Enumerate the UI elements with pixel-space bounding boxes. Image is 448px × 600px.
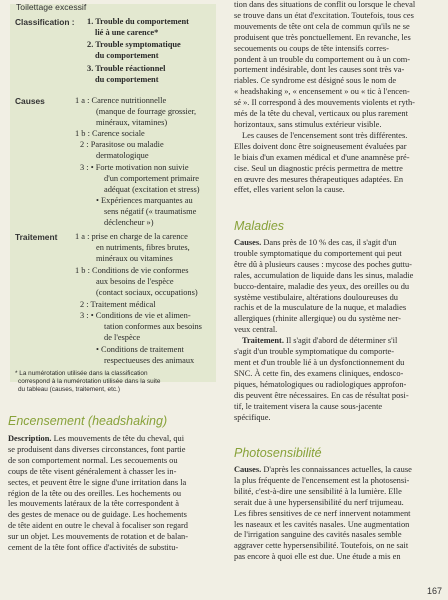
traitement-line: respectueuses des animaux bbox=[104, 356, 195, 365]
heading-maladies: Maladies bbox=[234, 219, 285, 233]
text-line: serait due à une hypersensibilité du nerf trijumeau. bbox=[234, 497, 404, 507]
causes-line: sens négatif (« traumatisme bbox=[104, 207, 197, 216]
text-line: Causes. Dans près de 10 % des cas, il s'agit d'un bbox=[234, 238, 397, 247]
text-line: veux central. bbox=[234, 325, 278, 335]
footnote-line: du tableau (causes, traitement, etc.) bbox=[18, 386, 120, 393]
text-line: produisent que très ponctuellement. En revanche, les bbox=[234, 32, 411, 42]
encensement-description bbox=[8, 434, 214, 554]
causes-line: minéraux, vitamines) bbox=[96, 118, 168, 127]
text-line: portement indésirable, dont les causes sont très va- bbox=[234, 65, 405, 75]
text-line: piques, hématologiques ou radiologiques approfon- bbox=[234, 379, 407, 389]
heading-encensement: Encensement (headshaking) bbox=[8, 414, 168, 428]
text-line: effet, elles varient selon la cause. bbox=[234, 185, 345, 195]
causes-line: 1 a : Carence nutritionnelle bbox=[75, 96, 167, 105]
text-line: Traitement. Il s'agit d'abord de déterminer s'il bbox=[242, 336, 398, 346]
text-line: le biais d'un examen médical et d'une anamnèse pré- bbox=[234, 152, 410, 162]
text-line: les mouvements latéraux de la tête correspondent à bbox=[8, 499, 179, 509]
traitement-line: (contact sociaux, occupations) bbox=[96, 288, 198, 297]
heading-photosensibilite: Photosensibilité bbox=[234, 446, 322, 460]
maladies-text bbox=[234, 238, 444, 423]
text-line: en œuvre des mesures thérapeutiques adaptées. En bbox=[234, 174, 404, 184]
text-line: sé ». Il correspond à des mouvements violents et ryth- bbox=[234, 98, 415, 108]
causes-line: dermatologique bbox=[96, 151, 149, 160]
text-line: se trouve dans un état d'excitation. Toutefois, tous ces bbox=[234, 10, 414, 20]
text-line: horizontaux, sans stimulus extérieur visible. bbox=[234, 119, 382, 129]
text-line: mouvements de tête ont cela de commun qu'ils ne se bbox=[234, 21, 410, 31]
causes-label: Causes bbox=[15, 96, 45, 106]
causes-line: • Expériences marquantes au bbox=[96, 196, 193, 205]
causes-line: adéquat (excitation et stress) bbox=[104, 185, 200, 194]
traitement-line: • Conditions de traitement bbox=[96, 345, 184, 354]
causes-line: déclencheur ») bbox=[104, 218, 154, 227]
text-line: secouements ou coups de tête intensifs corres- bbox=[234, 43, 389, 53]
page-number: 167 bbox=[426, 586, 442, 596]
footnote-line: * La numérotation utilisée dans la classification bbox=[15, 370, 148, 377]
text-line: système vestibulaire, altérations douloureuses du bbox=[234, 292, 398, 302]
classification-line: 3. Trouble réactionnel bbox=[87, 64, 166, 73]
causes-line: (manque de fourrage grossier, bbox=[96, 107, 197, 116]
classification-label: Classification : bbox=[15, 17, 75, 27]
text-line: riables. Ce syndrome est désigné sous le nom de bbox=[234, 76, 397, 86]
text-line: cement de la tête font office d'activités de substitu- bbox=[8, 543, 179, 553]
text-line: allergiques (rhinite allergique) ou du système ner- bbox=[234, 314, 401, 324]
traitement-line: tation conformes aux besoins bbox=[104, 322, 202, 331]
text-line: tif, le traitement visera la cause sous-jacente bbox=[234, 401, 383, 411]
text-line: région de la tête ou des oreilles. Les hochements ou bbox=[8, 488, 182, 498]
traitement-line: aux besoins de l'espèce bbox=[96, 277, 174, 286]
classification-line: lié à une carence* bbox=[95, 28, 159, 37]
text-line: Les causes de l'encensement sont très différentes. bbox=[242, 130, 408, 140]
text-line: les naseaux et les cavités nasales. Une augmentation bbox=[234, 519, 410, 529]
text-line: de tête aident en outre le cheval à focaliser son regard bbox=[8, 521, 188, 531]
box-title: Toilettage excessif bbox=[16, 2, 87, 12]
encensement-continued bbox=[234, 0, 444, 196]
text-line: més de la tête du cheval, verticaux ou plus rarement bbox=[234, 109, 408, 119]
footnote-line: correspond à la numérotation utilisée dans la suite bbox=[18, 378, 161, 385]
traitement-line: 2 : Traitement médical bbox=[80, 300, 156, 309]
text-line: pas encore à quoi elle est due. Une étude a mis en bbox=[234, 552, 401, 562]
text-line: se produisent dans diverses circonstances, font partie bbox=[8, 444, 186, 454]
text-line: Elles doivent donc être soigneusement évaluées par bbox=[234, 141, 407, 151]
text-line: pondent à un trouble du comportement ou à un com- bbox=[234, 54, 411, 64]
text-line: trouble symptomatique du comportement qui peut bbox=[234, 248, 402, 258]
text-line: la plus fréquente de l'encensement est la photosensi- bbox=[234, 475, 410, 485]
text-line: bilité, c'est-à-dire une sensibilité à la lumière. Elle bbox=[234, 486, 402, 496]
text-line: « headshaking », « encensement » ou « tic à l'encen- bbox=[234, 87, 410, 97]
text-line: Causes. D'après les connaissances actuelles, la cause bbox=[234, 465, 412, 474]
causes-line: 2 : Parasitose ou maladie bbox=[80, 140, 164, 149]
text-line: bucco-dentaire, maladie des yeux, des oreilles ou du bbox=[234, 281, 410, 291]
text-line: SNC. À cette fin, des examens cliniques, endosco- bbox=[234, 368, 404, 378]
classification-line: 2. Trouble symptomatique bbox=[87, 40, 181, 49]
traitement-line: 3 : • Conditions de vie et alimen- bbox=[80, 311, 191, 320]
photosensibilite-text bbox=[234, 465, 444, 563]
text-line: ment et d'un trouble lié à un dysfonctionnement du bbox=[234, 357, 405, 367]
traitement-label: Traitement bbox=[15, 232, 58, 242]
text-line: spécifique. bbox=[234, 412, 271, 422]
text-line: aggraver cette hypersensibilité. Toutefois, on ne sait bbox=[234, 541, 409, 551]
causes-line: 3 : • Forte motivation non suivie bbox=[80, 163, 189, 172]
text-line: coups de tête visent généralement à chasser les in- bbox=[8, 466, 177, 476]
text-line: de l'irrigation sanguine des cavités nasales semble bbox=[234, 530, 402, 540]
causes-line: d'un comportement primaire bbox=[104, 174, 199, 183]
text-line: être dû à plusieurs causes : mycose des poches guttu- bbox=[234, 259, 412, 269]
traitement-line: en nutriments, fibres brutes, bbox=[96, 243, 190, 252]
text-line: de son comportement normal. Les secouements ou bbox=[8, 455, 178, 465]
text-line: sur un objet. Les mouvements de rotation et de balan- bbox=[8, 532, 189, 542]
text-line: des gestes de menace ou de guidage. Les hochements bbox=[8, 510, 187, 520]
traitement-line: minéraux ou vitamines bbox=[96, 254, 173, 263]
classification-line: du comportement bbox=[95, 75, 159, 84]
text-line: s'agit d'un trouble symptomatique du comporte- bbox=[234, 347, 395, 357]
text-line: sectes, et peuvent être le signe d'une irritation dans la bbox=[8, 477, 187, 487]
classification-line: du comportement bbox=[95, 51, 159, 60]
traitement-line: 1 a : prise en charge de la carence bbox=[75, 232, 188, 241]
traitement-line: 1 b : Conditions de vie conformes bbox=[75, 266, 189, 275]
causes-line: 1 b : Carence sociale bbox=[75, 129, 145, 138]
text-line: Les fibres sensitives de ce nerf innervent notamment bbox=[234, 508, 411, 518]
text-line: cise. Seul un diagnostic précis permettra de mettre bbox=[234, 163, 403, 173]
text-line: rales, accumulation de liquide dans les sinus, maladie bbox=[234, 270, 414, 280]
text-line: dis peuvent être nécessaires. En cas de résultat posi- bbox=[234, 390, 409, 400]
text-line: rachis et de la musculature de la nuque, et maladies bbox=[234, 303, 407, 313]
classification-line: 1. Trouble du comportement bbox=[87, 17, 189, 26]
text-line: tion dans des situations de conflit ou lorsque le cheval bbox=[234, 0, 416, 9]
text-line: Description. Les mouvements de tête du cheval, qui bbox=[8, 434, 185, 443]
traitement-line: de l'espèce bbox=[104, 333, 141, 342]
